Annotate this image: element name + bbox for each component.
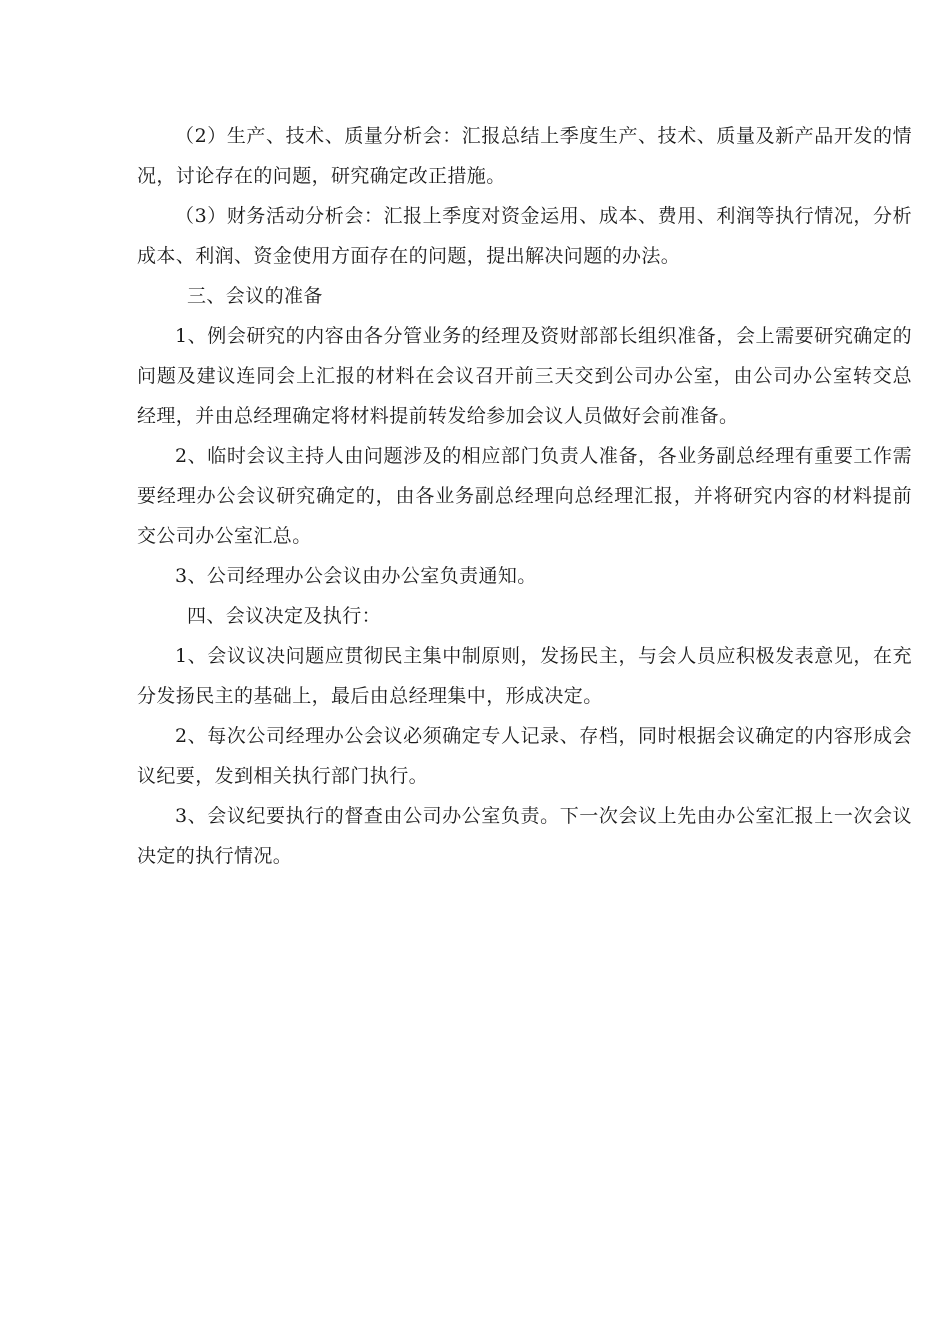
paragraph-decision-item-2: 2、每次公司经理办公会议必须确定专人记录、存档，同时根据会议确定的内容形成会议纪要，发到相关执行部门执行。 <box>137 725 912 787</box>
paragraph-production-meeting: （2）生产、技术、质量分析会：汇报总结上季度生产、技术、质量及新产品开发的情况，讨论存在的问题，研究确定改正措施。 <box>137 125 912 187</box>
paragraph-prep-item-2: 2、临时会议主持人由问题涉及的相应部门负责人准备，各业务副总经理有重要工作需要经理办公会议研究确定的，由各业务副总经理向总经理汇报，并将研究内容的材料提前交公司办公室汇总。 <box>137 445 912 547</box>
document-body <box>137 116 912 876</box>
section-heading-preparation: 三、会议的准备 <box>187 285 323 307</box>
paragraph-decision-item-3: 3、会议纪要执行的督查由公司办公室负责。下一次会议上先由办公室汇报上一次会议决定的执行情况。 <box>137 805 912 867</box>
paragraph-prep-item-1: 1、例会研究的内容由各分管业务的经理及资财部部长组织准备，会上需要研究确定的问题及建议连同会上汇报的材料在会议召开前三天交到公司办公室，由公司办公室转交总经理，并由总经理确定将材料提前转发给参加会议人员做好会前准备。 <box>137 325 912 427</box>
paragraph-decision-item-1: 1、会议议决问题应贯彻民主集中制原则，发扬民主，与会人员应积极发表意见，在充分发扬民主的基础上，最后由总经理集中，形成决定。 <box>137 645 912 707</box>
paragraph-finance-meeting: （3）财务活动分析会：汇报上季度对资金运用、成本、费用、利润等执行情况，分析成本、利润、资金使用方面存在的问题，提出解决问题的办法。 <box>137 205 912 267</box>
section-heading-decision: 四、会议决定及执行： <box>187 605 382 627</box>
paragraph-prep-item-3: 3、公司经理办公会议由办公室负责通知。 <box>175 565 537 587</box>
